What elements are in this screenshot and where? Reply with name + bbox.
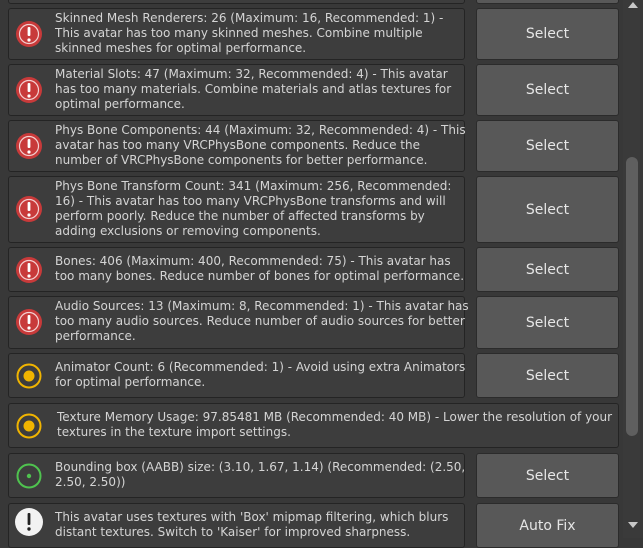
message-row-partial xyxy=(8,0,619,4)
select-button[interactable]: Select xyxy=(476,64,619,116)
message-row-mipmap-filtering xyxy=(8,503,619,548)
message-line: has too many materials. Combine materials and atlas textures for xyxy=(55,82,452,96)
message-text xyxy=(57,410,615,440)
message-line: Material Slots: 47 (Maximum: 32, Recommended: 4) - This avatar xyxy=(55,67,448,81)
message-line: Skinned Mesh Renderers: 26 (Maximum: 16, Recommended: 1) - xyxy=(55,11,444,25)
select-button-partial[interactable] xyxy=(476,0,619,4)
select-button[interactable]: Select xyxy=(476,176,619,243)
message-line: Audio Sources: 13 (Maximum: 8, Recommended: 1) - This avatar has xyxy=(55,299,469,313)
message-line: number of VRCPhysBone components for better performance. xyxy=(55,153,428,167)
auto-fix-button[interactable]: Auto Fix xyxy=(476,503,619,548)
message-line: too many bones. Reduce number of bones for optimal performance. xyxy=(55,269,465,283)
message-line: for optimal performance. xyxy=(55,375,206,389)
select-button[interactable]: Select xyxy=(476,453,619,498)
message-line: perform poorly. Reduce the number of affected transforms by xyxy=(55,209,425,223)
select-button[interactable]: Select xyxy=(476,353,619,398)
message-line: Phys Bone Components: 44 (Maximum: 32, Recommended: 4) - This xyxy=(55,123,466,137)
select-button[interactable]: Select xyxy=(476,120,619,172)
warning-icon xyxy=(14,361,44,391)
message-row-phys-bone-transforms xyxy=(8,176,619,243)
scroll-down-arrow-icon[interactable] xyxy=(627,520,639,530)
message-line: Bounding box (AABB) size: (3.10, 1.67, 1.14) (Recommended: (2.50, xyxy=(55,460,466,474)
message-row-audio-sources xyxy=(8,296,619,349)
error-icon xyxy=(14,19,44,49)
message-line: adding exclusions or removing components. xyxy=(55,224,321,238)
message-row-material-slots xyxy=(8,64,619,116)
error-icon xyxy=(14,131,44,161)
message-row-animator-count xyxy=(8,353,619,398)
select-button[interactable]: Select xyxy=(476,247,619,292)
message-line: Bones: 406 (Maximum: 400, Recommended: 75) - This avatar has xyxy=(55,254,451,268)
message-line: skinned meshes for optimal performance. xyxy=(55,41,307,55)
message-row-texture-memory xyxy=(8,403,619,448)
select-button[interactable]: Select xyxy=(476,8,619,60)
message-line: This avatar uses textures with 'Box' mipmap filtering, which blurs xyxy=(55,510,449,524)
message-row-skinned-mesh xyxy=(8,8,619,60)
select-button[interactable]: Select xyxy=(476,296,619,349)
message-line: 16) - This avatar has too many VRCPhysBone transforms and will xyxy=(55,194,446,208)
message-line: optimal performance. xyxy=(55,97,185,111)
message-line: too many audio sources. Reduce number of audio sources for better xyxy=(55,314,465,328)
error-icon xyxy=(14,307,44,337)
message-line: Texture Memory Usage: 97.85481 MB (Recommended: 40 MB) - Lower the resolution of your xyxy=(57,410,613,424)
scroll-up-arrow-icon[interactable] xyxy=(627,0,639,10)
message-row-bones xyxy=(8,247,619,292)
error-icon xyxy=(14,75,44,105)
message-row-phys-bone-components xyxy=(8,120,619,172)
warning-icon xyxy=(14,411,44,441)
message-line: distant textures. Switch to 'Kaiser' for improved sharpness. xyxy=(55,525,411,539)
error-icon xyxy=(14,255,44,285)
message-line: performance. xyxy=(55,329,136,343)
message-line: Animator Count: 6 (Recommended: 1) - Avoid using extra Animators xyxy=(55,360,466,374)
message-line: Phys Bone Transform Count: 341 (Maximum: 256, Recommended: xyxy=(55,179,452,193)
message-row-bounding-box xyxy=(8,453,619,498)
message-line: 2.50, 2.50)) xyxy=(55,475,126,489)
message-line: textures in the texture import settings. xyxy=(57,425,291,439)
info-icon xyxy=(14,507,44,537)
message-line: This avatar has too many skinned meshes. Combine multiple xyxy=(55,26,423,40)
message-line: avatar has too many VRCPhysBone components. Reduce the xyxy=(55,138,420,152)
ok-icon xyxy=(14,461,44,491)
message-card xyxy=(8,0,465,4)
scrollbar-thumb[interactable] xyxy=(626,157,638,436)
error-icon xyxy=(14,194,44,224)
